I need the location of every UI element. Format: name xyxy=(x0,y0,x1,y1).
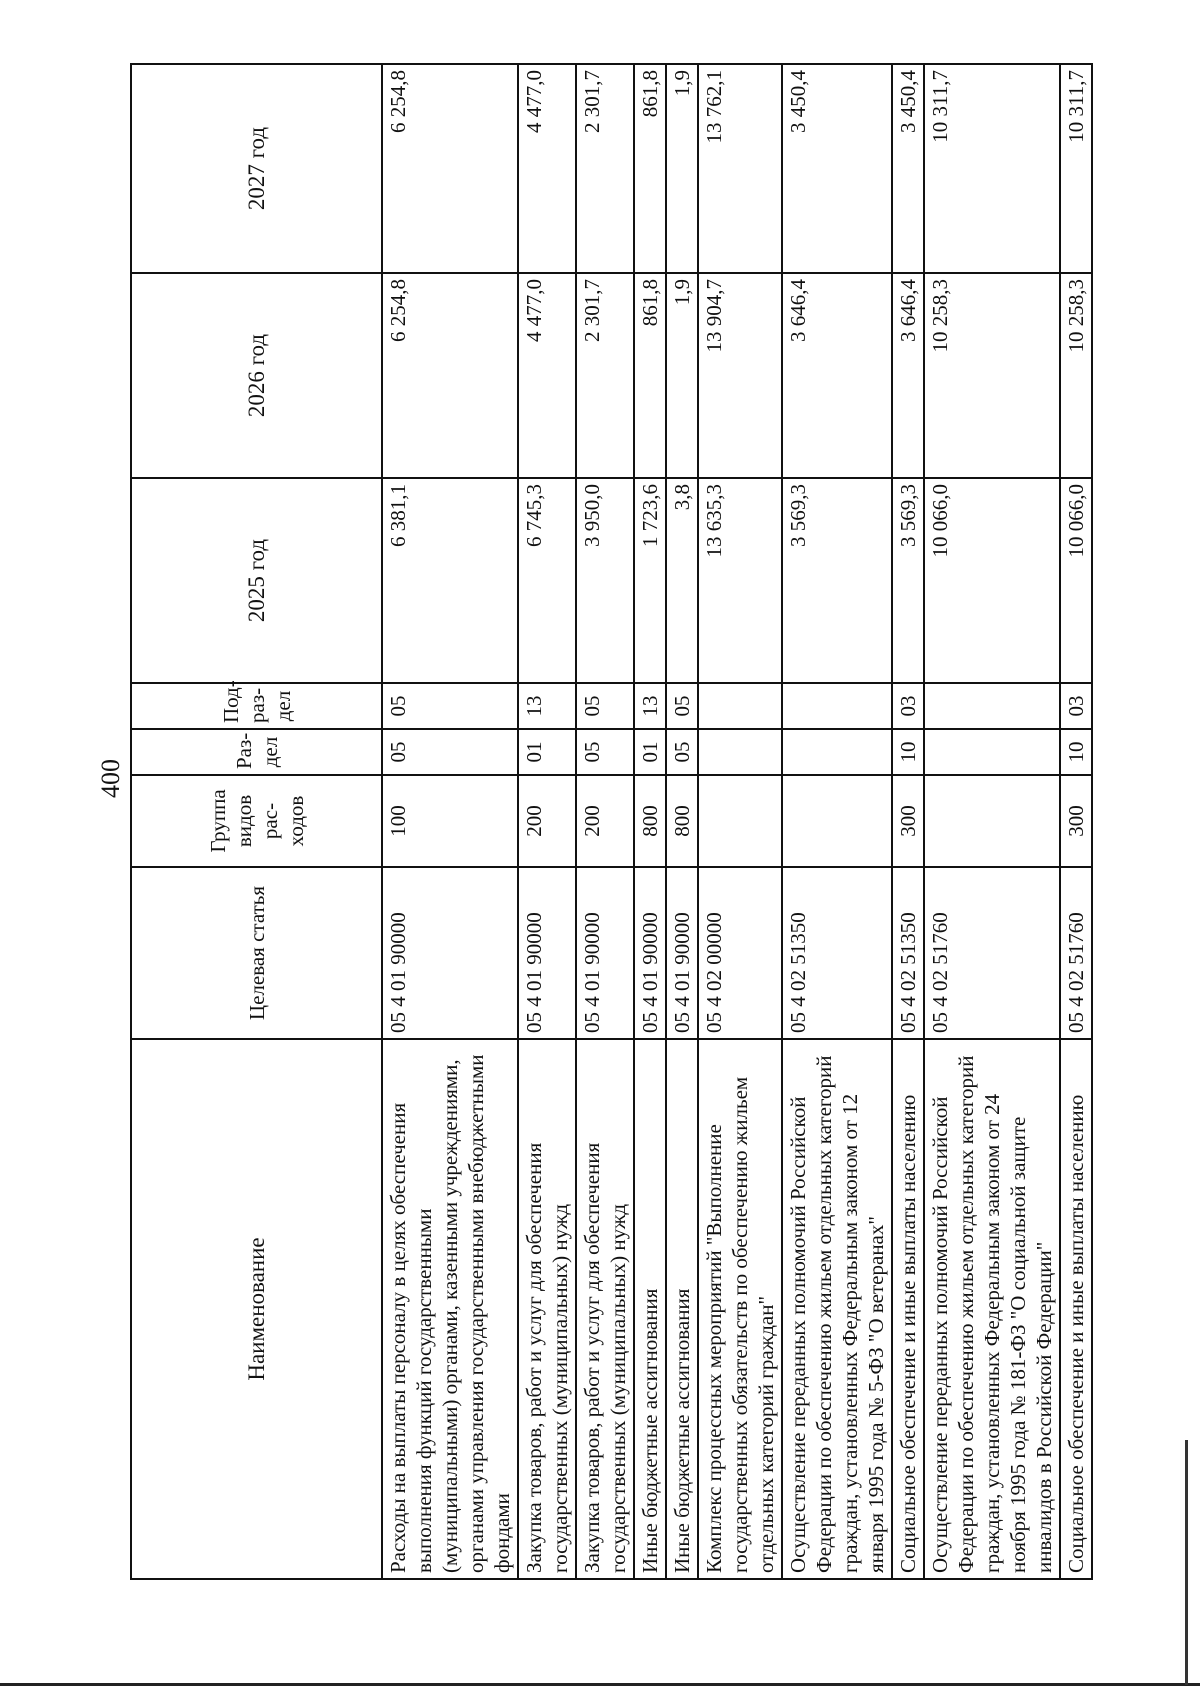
cell-target: 05 4 02 51760 xyxy=(1060,867,1092,1039)
table-row xyxy=(518,64,576,1579)
table-row xyxy=(924,64,1060,1579)
cell-subsection xyxy=(782,683,892,729)
cell-name: Социальное обеспечение и иные выплаты населению xyxy=(892,1039,924,1579)
cell-target: 05 4 01 90000 xyxy=(382,867,518,1039)
cell-2026: 1,9 xyxy=(666,273,698,478)
cell-2025: 6 381,1 xyxy=(382,478,518,683)
cell-group: 300 xyxy=(1060,775,1092,867)
cell-section: 05 xyxy=(666,729,698,775)
cell-2026: 3 646,4 xyxy=(782,273,892,478)
cell-section xyxy=(698,729,782,775)
cell-2025: 10 066,0 xyxy=(1060,478,1092,683)
cell-name: Расходы на выплаты персоналу в целях обеспечения выполнения функций государственными (муниципальными) органами, казенными учреждениями, органами управления государственными внебюджетными фондами xyxy=(382,1039,518,1579)
cell-group: 800 xyxy=(666,775,698,867)
cell-2026: 6 254,8 xyxy=(382,273,518,478)
budget-table-rotated xyxy=(130,65,1088,1580)
cell-section xyxy=(924,729,1060,775)
cell-group: 200 xyxy=(518,775,576,867)
table-row xyxy=(782,64,892,1579)
table-row xyxy=(382,64,518,1579)
cell-section: 05 xyxy=(576,729,634,775)
cell-section: 05 xyxy=(382,729,518,775)
table-row xyxy=(698,64,782,1579)
cell-2025: 6 745,3 xyxy=(518,478,576,683)
cell-2026: 3 646,4 xyxy=(892,273,924,478)
cell-2026: 10 258,3 xyxy=(1060,273,1092,478)
cell-section: 10 xyxy=(892,729,924,775)
cell-group: 200 xyxy=(576,775,634,867)
cell-subsection xyxy=(924,683,1060,729)
cell-section xyxy=(782,729,892,775)
cell-2026: 10 258,3 xyxy=(924,273,1060,478)
cell-subsection: 13 xyxy=(634,683,666,729)
cell-section: 01 xyxy=(518,729,576,775)
header-year-2027: 2027 год xyxy=(131,64,382,273)
cell-subsection: 05 xyxy=(382,683,518,729)
cell-2025: 1 723,6 xyxy=(634,478,666,683)
scan-edge-line xyxy=(1185,1440,1188,1685)
cell-target: 05 4 02 00000 xyxy=(698,867,782,1039)
table-row xyxy=(892,64,924,1579)
cell-2027: 3 450,4 xyxy=(782,64,892,273)
cell-2025: 13 635,3 xyxy=(698,478,782,683)
budget-table xyxy=(130,63,1093,1580)
cell-name: Иные бюджетные ассигнования xyxy=(634,1039,666,1579)
cell-subsection: 05 xyxy=(666,683,698,729)
table-row xyxy=(666,64,698,1579)
header-target-article: Целевая статья xyxy=(131,867,382,1039)
cell-2027: 13 762,1 xyxy=(698,64,782,273)
cell-2025: 3 950,0 xyxy=(576,478,634,683)
cell-target: 05 4 02 51760 xyxy=(924,867,1060,1039)
cell-name: Социальное обеспечение и иные выплаты населению xyxy=(1060,1039,1092,1579)
cell-subsection xyxy=(698,683,782,729)
cell-2026: 4 477,0 xyxy=(518,273,576,478)
header-name: Наименование xyxy=(131,1039,382,1579)
cell-2025: 3,8 xyxy=(666,478,698,683)
cell-section: 01 xyxy=(634,729,666,775)
cell-2027: 3 450,4 xyxy=(892,64,924,273)
cell-name: Иные бюджетные ассигнования xyxy=(666,1039,698,1579)
header-row xyxy=(131,64,382,1579)
cell-2025: 3 569,3 xyxy=(892,478,924,683)
cell-2026: 861,8 xyxy=(634,273,666,478)
cell-name: Закупка товаров, работ и услуг для обеспечения государственных (муниципальных) нужд xyxy=(576,1039,634,1579)
cell-target: 05 4 01 90000 xyxy=(666,867,698,1039)
cell-2026: 13 904,7 xyxy=(698,273,782,478)
header-subsection: Под-раз-дел xyxy=(131,683,382,729)
cell-group: 800 xyxy=(634,775,666,867)
header-year-2026: 2026 год xyxy=(131,273,382,478)
header-section: Раз-дел xyxy=(131,729,382,775)
cell-name: Осуществление переданных полномочий Российской Федерации по обеспечению жильем отдельных категорий граждан, установленных Федеральным законом от 12 января 1995 года № 5-ФЗ "О ветеранах" xyxy=(782,1039,892,1579)
cell-section: 10 xyxy=(1060,729,1092,775)
cell-target: 05 4 02 51350 xyxy=(782,867,892,1039)
cell-group xyxy=(924,775,1060,867)
cell-2027: 861,8 xyxy=(634,64,666,273)
cell-2027: 10 311,7 xyxy=(1060,64,1092,273)
cell-2027: 4 477,0 xyxy=(518,64,576,273)
cell-2027: 1,9 xyxy=(666,64,698,273)
cell-group: 100 xyxy=(382,775,518,867)
cell-2026: 2 301,7 xyxy=(576,273,634,478)
table-row xyxy=(634,64,666,1579)
cell-target: 05 4 01 90000 xyxy=(576,867,634,1039)
scan-border-line xyxy=(0,1683,1200,1686)
table-row xyxy=(576,64,634,1579)
cell-subsection: 05 xyxy=(576,683,634,729)
header-expense-group: Группа видов рас-ходов xyxy=(131,775,382,867)
cell-group xyxy=(698,775,782,867)
cell-name: Закупка товаров, работ и услуг для обеспечения государственных (муниципальных) нужд xyxy=(518,1039,576,1579)
cell-2025: 3 569,3 xyxy=(782,478,892,683)
table-row xyxy=(1060,64,1092,1579)
cell-group xyxy=(782,775,892,867)
cell-2025: 10 066,0 xyxy=(924,478,1060,683)
cell-target: 05 4 02 51350 xyxy=(892,867,924,1039)
cell-subsection: 03 xyxy=(892,683,924,729)
header-year-2025: 2025 год xyxy=(131,478,382,683)
cell-2027: 10 311,7 xyxy=(924,64,1060,273)
cell-name: Комплекс процессных мероприятий "Выполнение государственных обязательств по обеспечению жильем отдельных категорий граждан" xyxy=(698,1039,782,1579)
cell-group: 300 xyxy=(892,775,924,867)
cell-subsection: 13 xyxy=(518,683,576,729)
cell-name: Осуществление переданных полномочий Российской Федерации по обеспечению жильем отдельных категорий граждан, установленных Федеральным законом от 24 ноября 1995 года № 181-ФЗ "О социальной защите инвалидов в Российской Федерации" xyxy=(924,1039,1060,1579)
cell-2027: 6 254,8 xyxy=(382,64,518,273)
cell-target: 05 4 01 90000 xyxy=(634,867,666,1039)
page-number: 400 xyxy=(96,759,125,798)
cell-target: 05 4 01 90000 xyxy=(518,867,576,1039)
cell-2027: 2 301,7 xyxy=(576,64,634,273)
cell-subsection: 03 xyxy=(1060,683,1092,729)
